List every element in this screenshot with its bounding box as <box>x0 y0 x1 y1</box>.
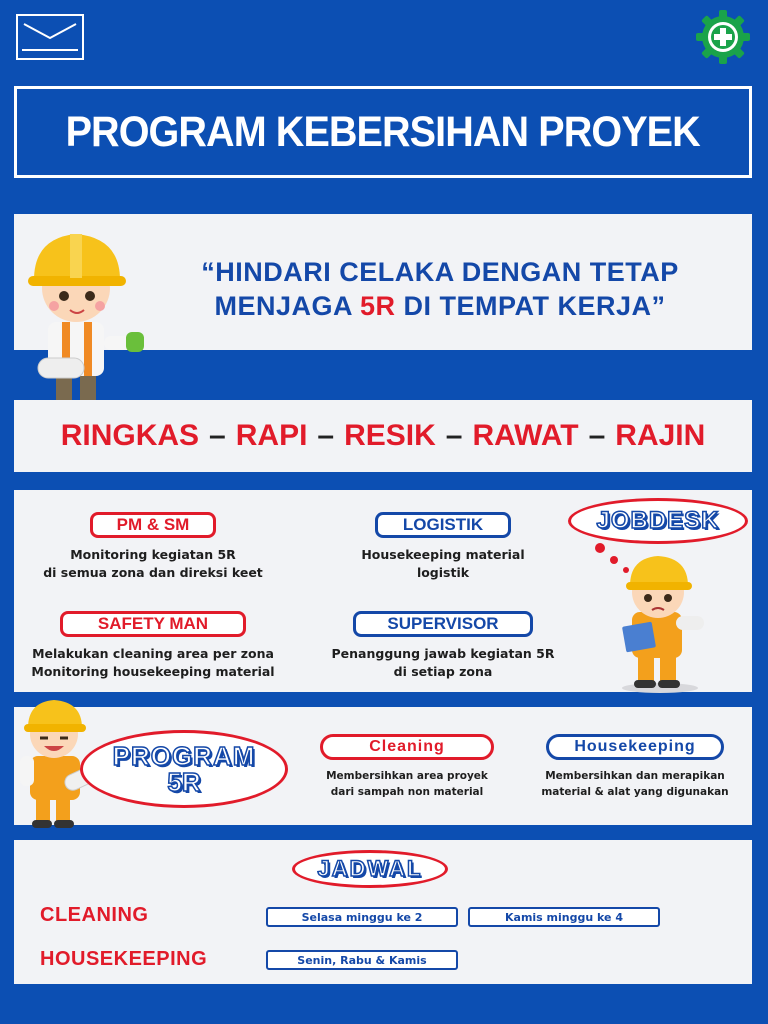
worker-thumbs-up-illustration <box>18 218 148 418</box>
program-badge-line-1: PROGRAM <box>112 741 256 771</box>
principle-separator: – <box>209 419 226 452</box>
role-desc-safety-man <box>20 645 286 681</box>
program-desc-line: Membersihkan dan merapikan <box>545 770 725 782</box>
program-badge-line-2: 5R <box>167 767 201 797</box>
role-desc-line: di semua zona dan direksi keet <box>43 565 263 580</box>
program-title-cleaning: Cleaning <box>320 734 494 760</box>
safety-quote <box>160 255 720 323</box>
schedule-slot: Kamis minggu ke 4 <box>468 907 660 927</box>
principle-ringkas: RINGKAS <box>60 419 200 452</box>
role-desc-pm-sm <box>30 546 276 582</box>
principles-row <box>14 400 752 472</box>
role-title-logistik: LOGISTIK <box>375 512 511 538</box>
schedule-slot: Senin, Rabu & Kamis <box>266 950 458 970</box>
schedule-label-cleaning: CLEANING <box>40 904 149 926</box>
role-title-supervisor: SUPERVISOR <box>353 611 533 637</box>
principle-rajin: RAJIN <box>615 419 706 452</box>
program-desc-cleaning <box>302 768 512 800</box>
gear-plus-icon <box>694 8 752 66</box>
role-desc-line: Melakukan cleaning area per zona <box>32 646 274 661</box>
principle-resik: RESIK <box>344 419 436 452</box>
program-desc-line: dari sampah non material <box>330 786 484 798</box>
role-title-pm-sm: PM & SM <box>90 512 216 538</box>
role-title-safety-man: SAFETY MAN <box>60 611 246 637</box>
principle-separator: – <box>588 419 606 452</box>
worker-clipboard-illustration <box>590 540 720 694</box>
title-banner <box>14 86 752 178</box>
principle-rapi: RAPI <box>235 419 308 452</box>
role-desc-line: Housekeeping material <box>361 547 525 562</box>
program-badge-text <box>113 743 256 795</box>
role-desc-line: di setiap zona <box>393 664 493 679</box>
program-desc-line: Membersihkan area proyek <box>326 770 488 782</box>
role-desc-line: logistik <box>416 565 470 580</box>
schedule-badge <box>292 850 448 888</box>
jobdesk-badge <box>568 498 748 544</box>
schedule-badge-label: JADWAL <box>317 856 423 881</box>
program-desc-housekeeping <box>530 768 740 800</box>
page-title: PROGRAM KEBERSIHAN PROYEK <box>65 107 701 156</box>
schedule-label-housekeeping: HOUSEKEEPING <box>40 948 208 970</box>
quote-line-2-start: MENJAGA <box>214 291 360 321</box>
principle-rawat: RAWAT <box>472 419 579 452</box>
role-desc-logistik <box>320 546 566 582</box>
role-desc-line: Monitoring kegiatan 5R <box>70 547 236 562</box>
schedule-slot: Selasa minggu ke 2 <box>266 907 458 927</box>
brand-logo-left <box>16 14 84 60</box>
brand-logo-right <box>694 8 752 66</box>
program-badge <box>80 730 288 808</box>
program-title-housekeeping: Housekeeping <box>546 734 724 760</box>
quote-line-1: “HINDARI CELAKA DENGAN TETAP <box>201 257 679 287</box>
program-desc-line: material & alat yang digunakan <box>541 786 729 798</box>
role-desc-line: Penanggung jawab kegiatan 5R <box>331 646 555 661</box>
quote-highlight-5r: 5R <box>359 291 396 321</box>
principle-separator: – <box>445 419 463 452</box>
envelope-frame-icon <box>18 16 82 58</box>
quote-line-2 <box>160 289 720 323</box>
quote-line-2-end: DI TEMPAT KERJA” <box>395 291 666 321</box>
role-desc-supervisor <box>318 645 568 681</box>
role-desc-line: Monitoring housekeeping material <box>31 664 275 679</box>
principle-separator: – <box>317 419 335 452</box>
jobdesk-badge-label: JOBDESK <box>596 507 720 534</box>
